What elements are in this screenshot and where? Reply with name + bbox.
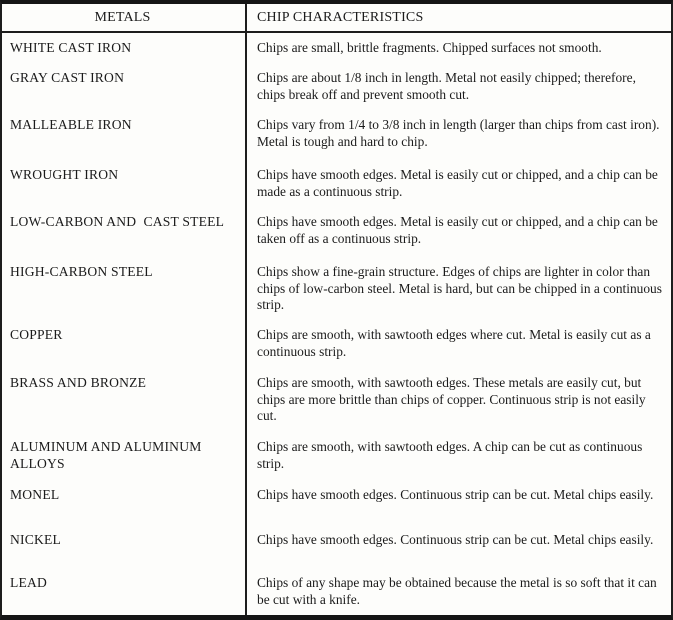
table-row: [2, 264, 671, 327]
table-row: [2, 487, 671, 532]
chip-characteristics-text: Chips have smooth edges. Continuous strip can be cut. Metal chips easily.: [257, 532, 654, 547]
table-row: [2, 117, 671, 167]
chip-characteristics-text: Chips of any shape may be obtained because the metal is so soft that it can be cut with a knife.: [257, 575, 657, 607]
metal-name: NICKEL: [10, 532, 62, 547]
chip-characteristics-text: Chips are small, brittle fragments. Chipped surfaces not smooth.: [257, 40, 602, 55]
column-divider: [245, 4, 247, 615]
chip-characteristics-text: Chips vary from 1/4 to 3/8 inch in length (larger than chips from cast iron). Metal is tough and hard to chip.: [257, 117, 660, 149]
chip-characteristics-text: Chips are smooth, with sawtooth edges. A chip can be cut as continuous strip.: [257, 439, 643, 471]
metal-name: WHITE CAST IRON: [10, 40, 132, 55]
chip-characteristics-text: Chips have smooth edges. Continuous strip can be cut. Metal chips easily.: [257, 487, 654, 502]
table-row: [2, 439, 671, 487]
metal-name: BRASS AND BRONZE: [10, 375, 147, 390]
table-row: [2, 327, 671, 375]
column-header-metals: METALS: [94, 9, 151, 25]
chip-characteristics-text: Chips have smooth edges. Metal is easily cut or chipped, and a chip can be made as a continuous strip.: [257, 167, 658, 199]
metal-name: LEAD: [10, 575, 48, 590]
table-row: [2, 575, 671, 615]
metal-name: LOW-CARBON AND CAST STEEL: [10, 214, 225, 229]
table-header-row: [2, 4, 671, 33]
chip-characteristics-text: Chips are about 1/8 inch in length. Metal not easily chipped; therefore, chips break off and prevent smooth cut.: [257, 70, 636, 102]
metal-name: HIGH-CARBON STEEL: [10, 264, 153, 279]
chip-characteristics-text: Chips are smooth, with sawtooth edges. These metals are easily cut, but chips are more brittle than chips of copper. Continuous strip is not easily cut.: [257, 375, 646, 423]
metal-name: WROUGHT IRON: [10, 167, 119, 182]
metal-name: ALUMINUM AND ALUMINUM ALLOYS: [10, 439, 205, 471]
table-row: [2, 167, 671, 214]
table-row: [2, 375, 671, 439]
table-row: [2, 214, 671, 264]
metal-name: MALLEABLE IRON: [10, 117, 132, 132]
metal-name: MONEL: [10, 487, 60, 502]
chip-characteristics-text: Chips have smooth edges. Metal is easily cut or chipped, and a chip can be taken off as a continuous strip.: [257, 214, 658, 246]
table-body: [2, 33, 671, 615]
metal-name: GRAY CAST IRON: [10, 70, 125, 85]
table-row: [2, 70, 671, 117]
chip-characteristics-text: Chips show a fine-grain structure. Edges of chips are lighter in color than chips of low-carbon steel. Metal is hard, but can be chipped in a continuous strip.: [257, 264, 662, 312]
chip-characteristics-text: Chips are smooth, with sawtooth edges where cut. Metal is easily cut as a continuous strip.: [257, 327, 651, 359]
column-header-chip-characteristics: CHIP CHARACTERISTICS: [257, 9, 424, 25]
table-row: [2, 40, 671, 70]
metal-name: COPPER: [10, 327, 63, 342]
table-row: [2, 532, 671, 575]
